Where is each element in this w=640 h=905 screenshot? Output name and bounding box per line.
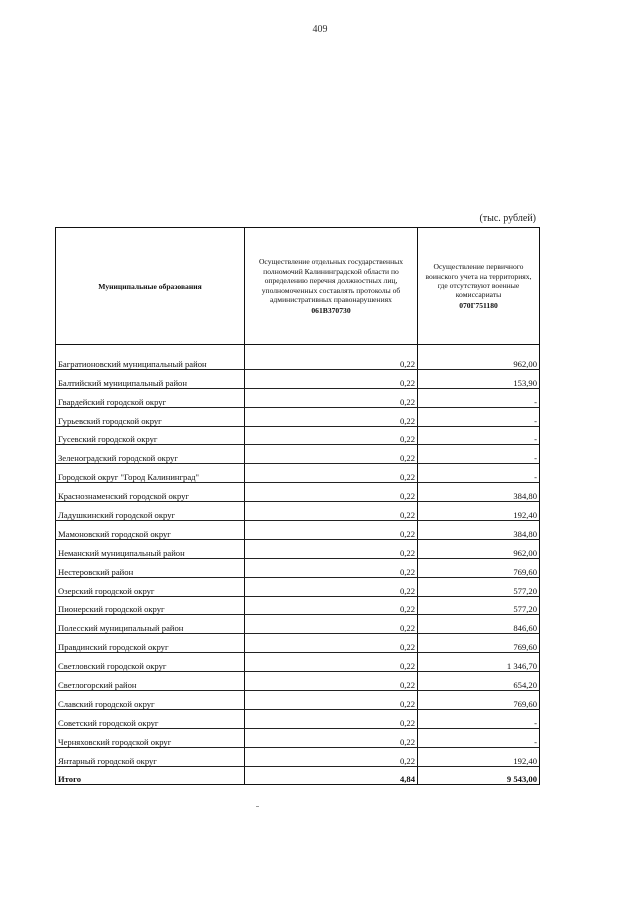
table-row: [56, 388, 540, 407]
total-row: [56, 766, 540, 784]
header-military-registration-text: Осуществление первичного воинского учета на территориях, где отсутствуют военные комиссариаты: [425, 262, 532, 300]
value-military: -: [418, 407, 540, 426]
value-protocols: 0,22: [245, 502, 418, 521]
value-protocols: 0,22: [245, 615, 418, 634]
value-military: -: [418, 709, 540, 728]
value-protocols: 0,22: [245, 483, 418, 502]
table-header-row: [56, 228, 540, 345]
value-military: 769,60: [418, 634, 540, 653]
value-protocols: 0,22: [245, 653, 418, 672]
value-military: 654,20: [418, 672, 540, 691]
municipality-name: Гвардейский городской округ: [56, 388, 245, 407]
table-row: [56, 634, 540, 653]
value-military: 962,00: [418, 539, 540, 558]
value-military: 846,60: [418, 615, 540, 634]
header-protocol-officials-code: 061В370730: [311, 305, 351, 315]
value-military: 192,40: [418, 747, 540, 766]
value-military: -: [418, 445, 540, 464]
municipality-name: Багратионовский муниципальный район: [56, 351, 245, 369]
value-protocols: 0,22: [245, 445, 418, 464]
value-protocols: 0,22: [245, 464, 418, 483]
value-military: 153,90: [418, 369, 540, 388]
municipality-name: Славский городской округ: [56, 691, 245, 710]
table-row: [56, 426, 540, 445]
table-row: [56, 369, 540, 388]
municipality-name: Городской округ "Город Калининград": [56, 464, 245, 483]
table-row: [56, 539, 540, 558]
municipality-name: Нестеровский район: [56, 558, 245, 577]
value-protocols: 0,22: [245, 351, 418, 369]
header-protocol-officials: [245, 228, 418, 345]
value-military: 384,80: [418, 521, 540, 540]
municipality-name: Гурьевский городской округ: [56, 407, 245, 426]
table-row: [56, 502, 540, 521]
value-military: 384,80: [418, 483, 540, 502]
header-military-registration: [418, 228, 540, 345]
table-row: [56, 709, 540, 728]
municipality-name: Ладушкинский городской округ: [56, 502, 245, 521]
value-protocols: 0,22: [245, 426, 418, 445]
table-row: [56, 445, 540, 464]
scan-speck: [256, 806, 259, 807]
municipality-name: Светловский городской округ: [56, 653, 245, 672]
value-protocols: 0,22: [245, 728, 418, 747]
header-municipalities: Муниципальные образования: [56, 228, 245, 345]
table-row: [56, 464, 540, 483]
header-military-registration-code: 070Г751180: [459, 300, 498, 310]
value-protocols: 0,22: [245, 388, 418, 407]
municipality-name: Светлогорский район: [56, 672, 245, 691]
municipality-name: Полесский муниципальный район: [56, 615, 245, 634]
table-row: [56, 747, 540, 766]
table-body: [56, 351, 540, 766]
value-protocols: 0,22: [245, 634, 418, 653]
municipality-name: Зеленоградский городской округ: [56, 445, 245, 464]
header-protocol-officials-text: Осуществление отдельных государственных полномочий Калининградской области по определению перечня должностных лиц, уполномоченных составлять протоколы об административных правонарушениях: [258, 257, 404, 305]
page-number: 409: [312, 24, 328, 35]
value-protocols: 0,22: [245, 691, 418, 710]
table-row: [56, 577, 540, 596]
municipality-name: Янтарный городской округ: [56, 747, 245, 766]
value-military: -: [418, 728, 540, 747]
value-protocols: 0,22: [245, 369, 418, 388]
municipality-name: Мамоновский городской округ: [56, 521, 245, 540]
table-row: [56, 596, 540, 615]
municipality-name: Неманский муниципальный район: [56, 539, 245, 558]
value-military: -: [418, 464, 540, 483]
value-protocols: 0,22: [245, 521, 418, 540]
table-row: [56, 558, 540, 577]
table-row: [56, 615, 540, 634]
subvention-table: [55, 227, 540, 785]
value-protocols: 0,22: [245, 558, 418, 577]
value-military: 769,60: [418, 558, 540, 577]
value-protocols: 0,22: [245, 596, 418, 615]
municipality-name: Правдинский городской округ: [56, 634, 245, 653]
municipality-name: Черняховский городской округ: [56, 728, 245, 747]
municipality-name: Краснознаменский городской округ: [56, 483, 245, 502]
table-row: [56, 407, 540, 426]
table-row: [56, 351, 540, 369]
total-label: Итого: [56, 766, 245, 784]
table-row: [56, 691, 540, 710]
municipality-name: Советский городской округ: [56, 709, 245, 728]
total-value-protocols: 4,84: [245, 766, 418, 784]
unit-note: (тыс. рублей): [479, 213, 536, 224]
value-protocols: 0,22: [245, 747, 418, 766]
value-military: 962,00: [418, 351, 540, 369]
value-military: -: [418, 426, 540, 445]
value-military: 769,60: [418, 691, 540, 710]
value-protocols: 0,22: [245, 577, 418, 596]
value-protocols: 0,22: [245, 709, 418, 728]
table-row: [56, 672, 540, 691]
value-protocols: 0,22: [245, 672, 418, 691]
value-protocols: 0,22: [245, 539, 418, 558]
table-row: [56, 728, 540, 747]
value-military: 1 346,70: [418, 653, 540, 672]
municipality-name: Гусевский городской округ: [56, 426, 245, 445]
value-military: -: [418, 388, 540, 407]
municipality-name: Озерский городской округ: [56, 577, 245, 596]
value-protocols: 0,22: [245, 407, 418, 426]
total-value-military: 9 543,00: [418, 766, 540, 784]
value-military: 577,20: [418, 596, 540, 615]
value-military: 577,20: [418, 577, 540, 596]
municipality-name: Балтийский муниципальный район: [56, 369, 245, 388]
municipality-name: Пионерский городской округ: [56, 596, 245, 615]
table-row: [56, 483, 540, 502]
table-row: [56, 521, 540, 540]
table-row: [56, 653, 540, 672]
value-military: 192,40: [418, 502, 540, 521]
